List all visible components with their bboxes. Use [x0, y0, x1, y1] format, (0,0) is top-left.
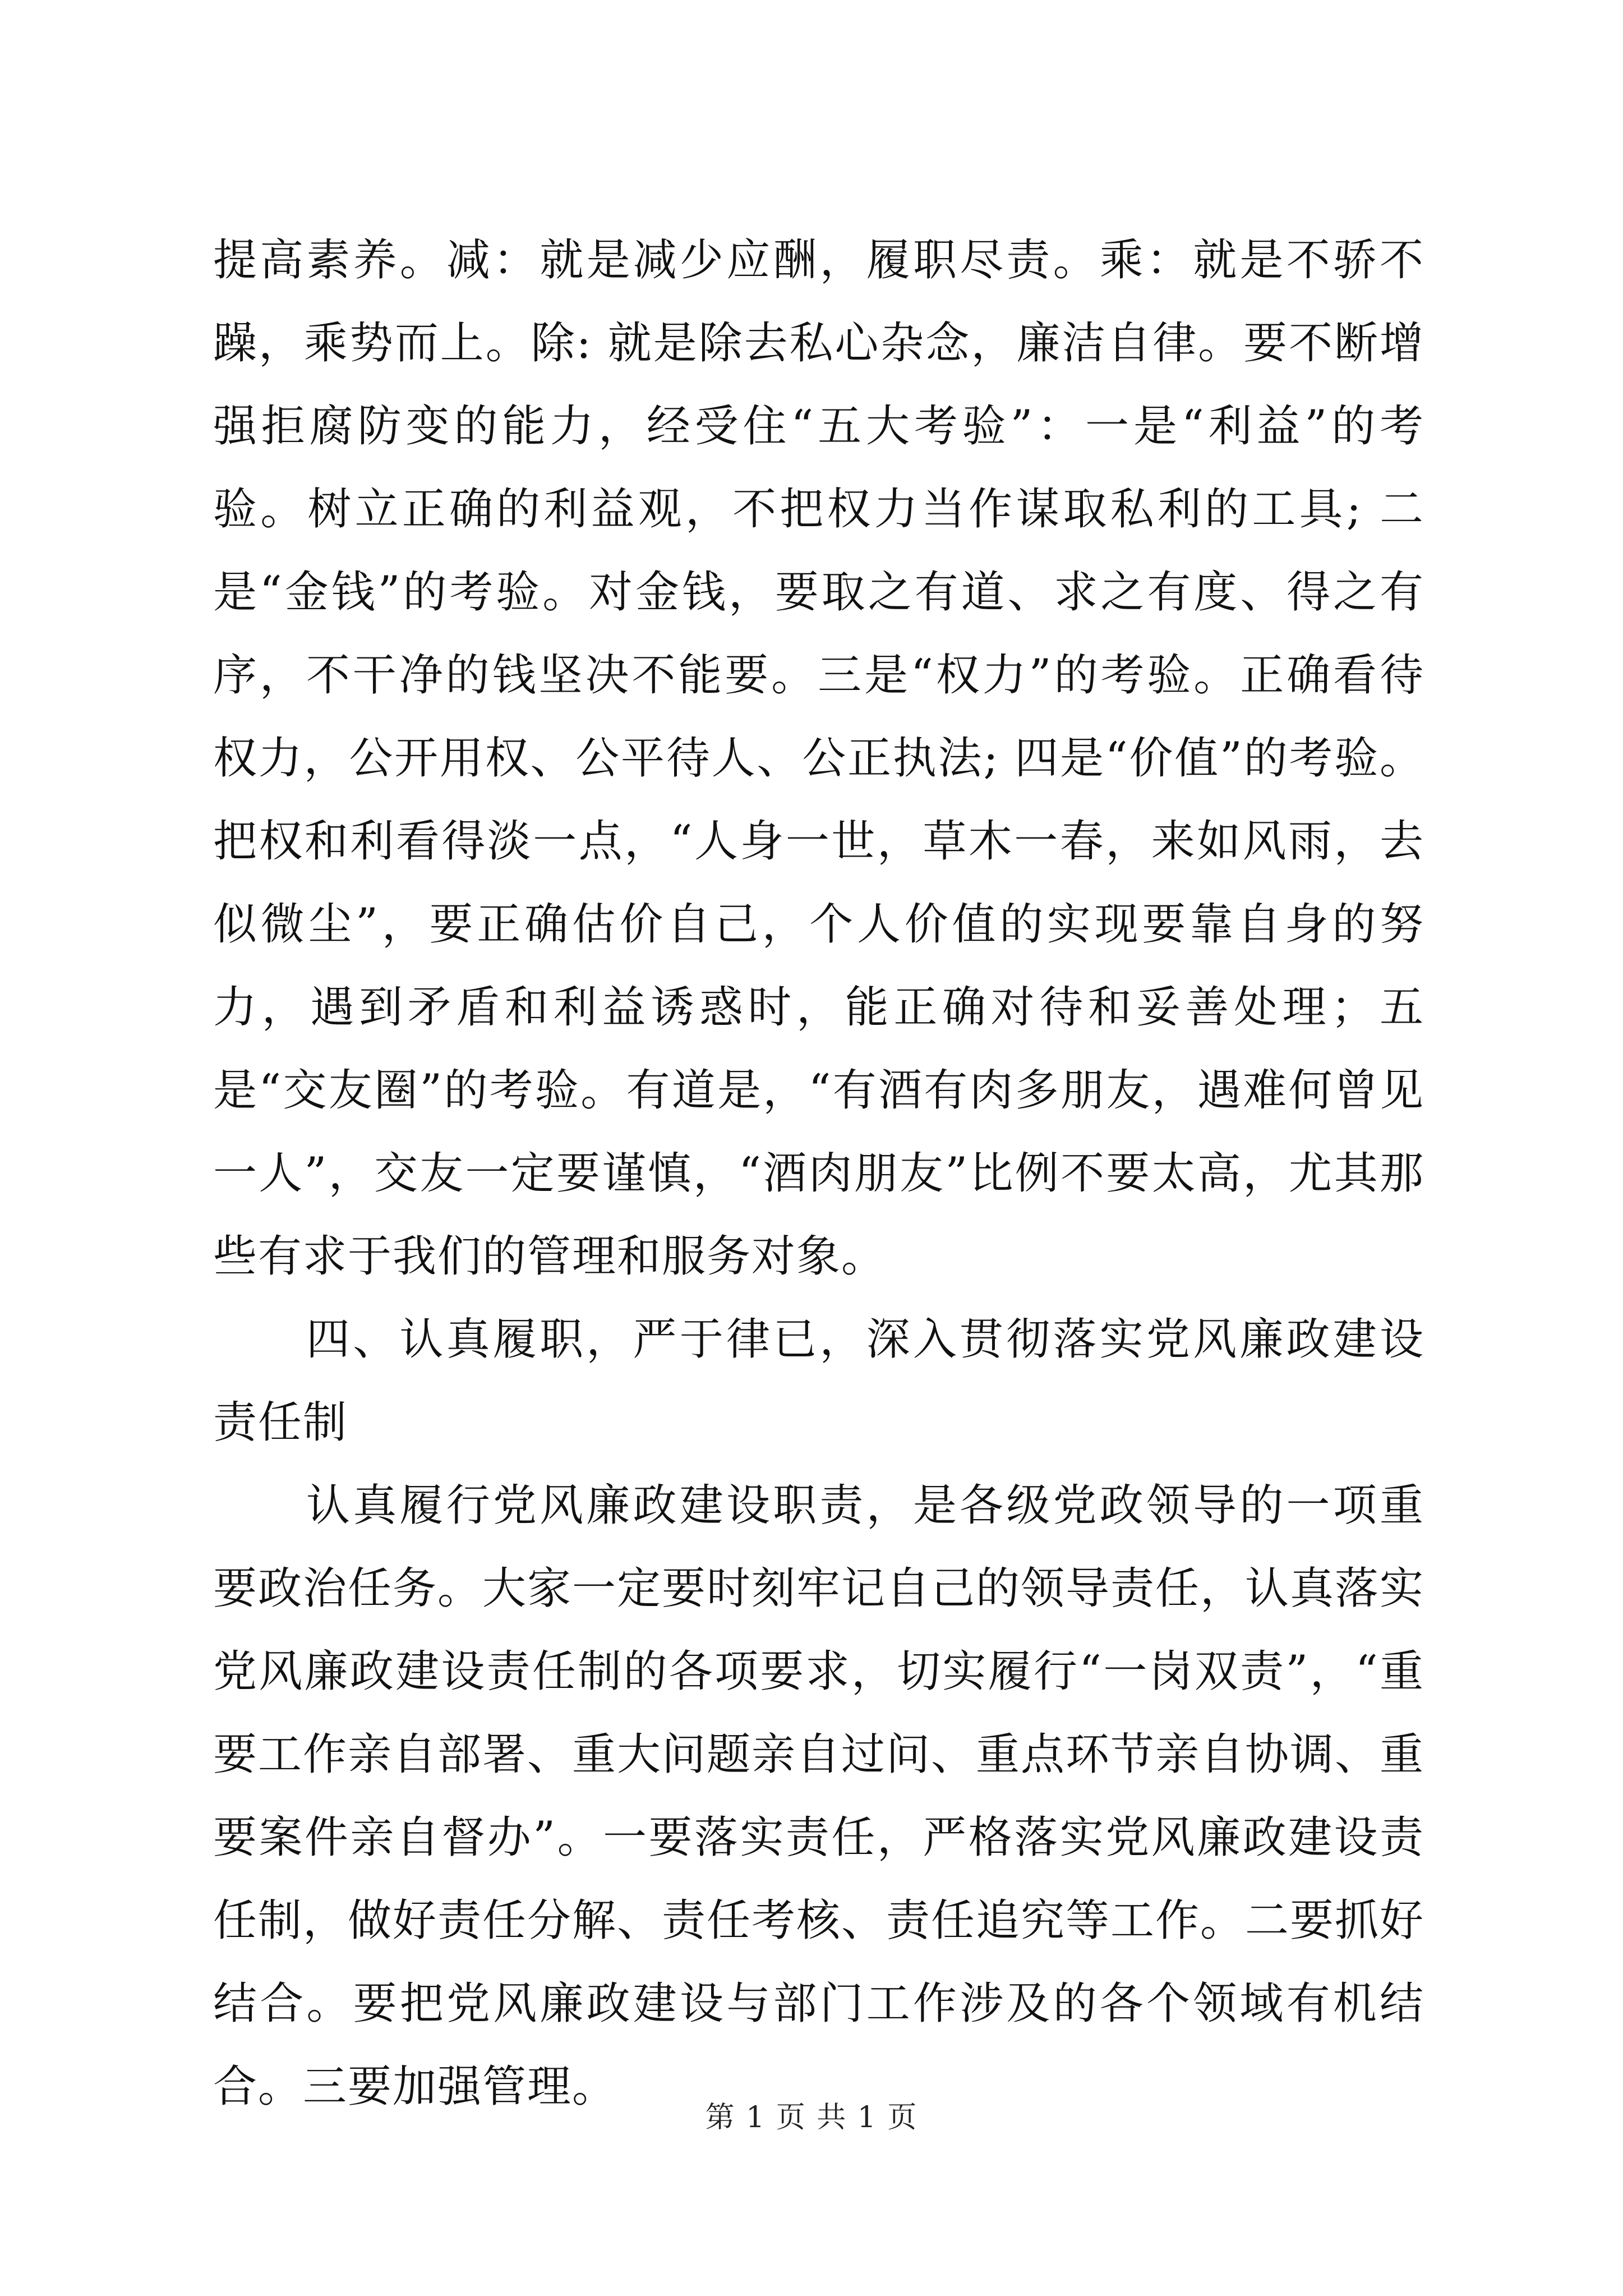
- section-heading-four: 四、认真履职，严于律已，深入贯彻落实党风廉政建设责任制: [213, 1314, 1424, 1448]
- body-paragraph: 认真履行党风廉政建设职责，是各级党政领导的一项重要政治任务。大家一定要时刻牢记自己的领导责任，认真落实党风廉政建设责任制的各项要求，切实履行“一岗双责”，“重要工作亲自部署、重大问题亲自过问、重点环节亲自协调、重要案件亲自督办”。一要落实责任，严格落实党风廉政建设责任制，做好责任分解、责任考核、责任追究等工作。二要抓好结合。要把党风廉政建设与部门工作涉及的各个领域有机结合。三要加强管理。: [213, 1480, 1425, 2112]
- document-body: [213, 219, 1424, 2128]
- page-footer: 第 1 页 共 1 页: [705, 2101, 918, 2134]
- body-paragraph-continuation: 提高素养。减：就是减少应酬，履职尽责。乘：就是不骄不躁，乘势而上。除: 就是除去私心杂念，廉洁自律。要不断增强拒腐防变的能力，经受住“五大考验”：一是“利益”的考验。树立正确的利益观，不把权力当作谋取私利的工具; 二是“金钱”的考验。对金钱，要取之有道、求之有度、得之有序，不干净的钱坚决不能要。三是“权力”的考验。正确看待权力，公开用权、公平待人、公正执法; 四是“价值”的考验。把权和利看得淡一点，“人身一世，草木一春，来如风雨，去似微尘”，要正确估价自己，个人价值的实现要靠自身的努力，遇到矛盾和利益诱惑时，能正确对待和妥善处理；五是“交友圈”的考验。有道是，“有酒有肉多朋友，遇难何曾见一人”，交友一定要谨慎，“酒肉朋友”比例不要太高，尤其那些有求于我们的管理和服务对象。: [213, 235, 1424, 1282]
